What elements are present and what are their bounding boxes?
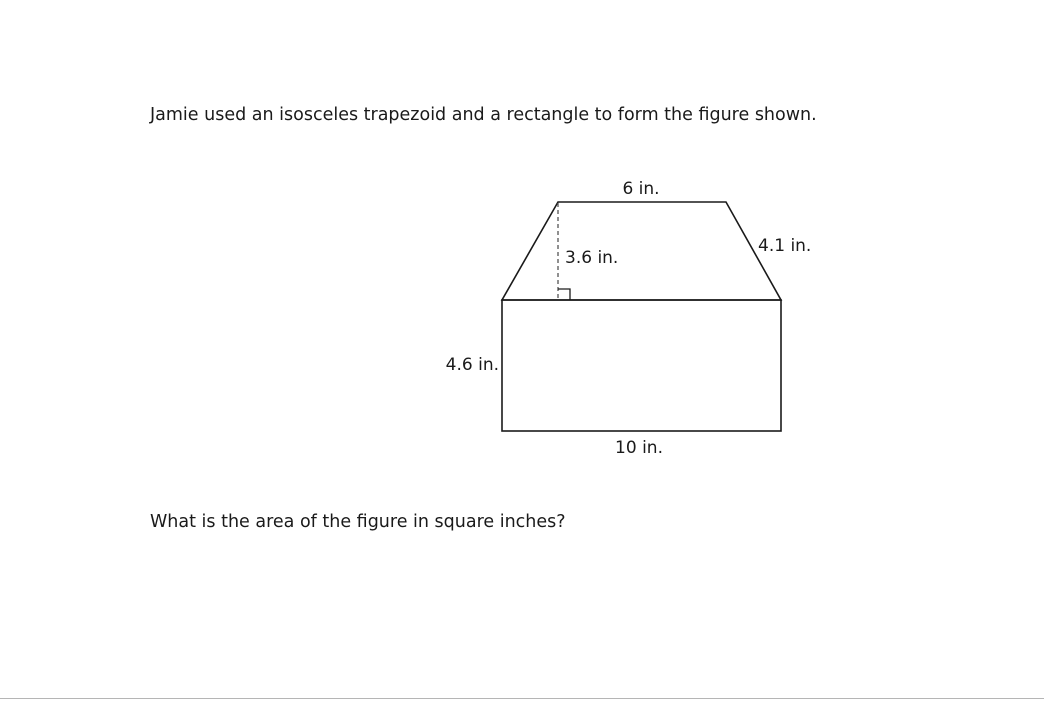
trapezoid-top-base-label: 6 in. [622,179,660,199]
rectangle [502,300,781,431]
isosceles-trapezoid [502,202,781,300]
right-angle-marker [558,289,570,300]
rectangle-height-label: 4.6 in. [445,355,499,375]
trapezoid-height-label: 3.6 in. [565,248,619,268]
rectangle-base-label: 10 in. [615,438,663,458]
bottom-divider [0,698,1044,699]
trapezoid-leg-label: 4.1 in. [758,236,812,256]
problem-question-text: What is the area of the figure in square inches? [150,512,566,532]
problem-intro-text: Jamie used an isosceles trapezoid and a rectangle to form the figure shown. [150,105,817,125]
